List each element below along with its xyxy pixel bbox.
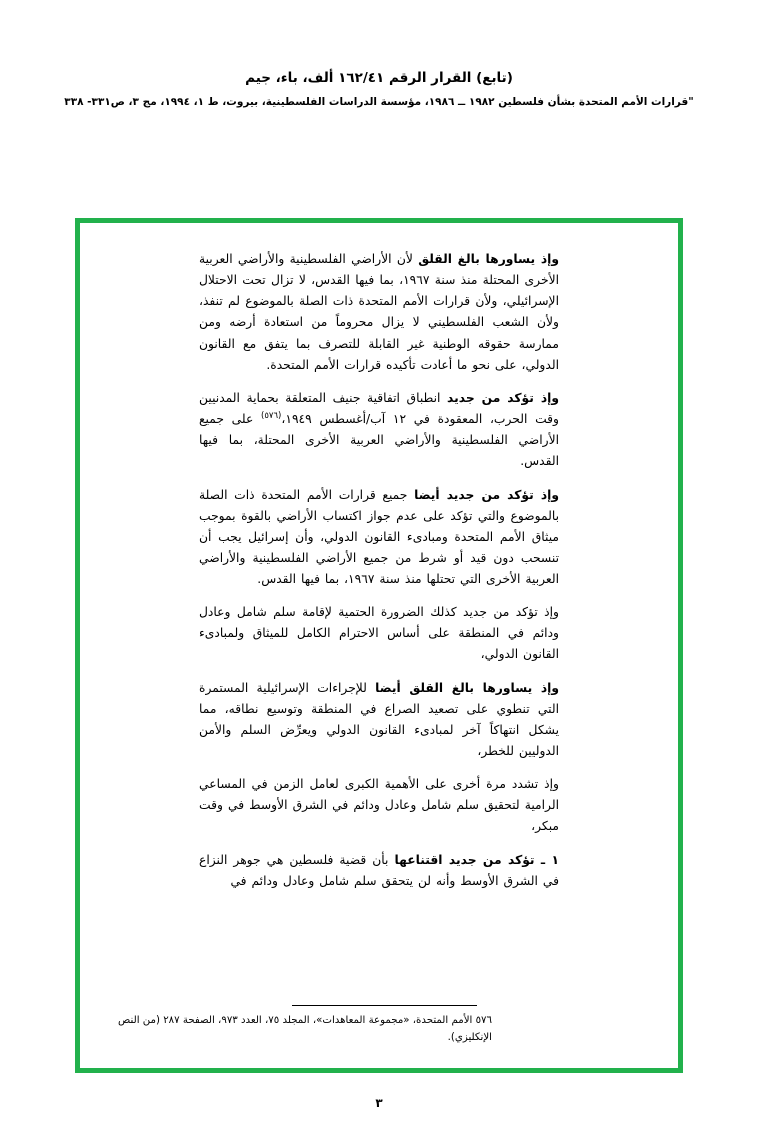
paragraph-7 xyxy=(199,850,559,892)
footnote-marker-576: (٥٧٦) xyxy=(261,410,282,421)
document-page xyxy=(0,70,758,1148)
paragraph-2-lead: وإذ تؤكد من جديد xyxy=(447,390,559,405)
paragraph-5 xyxy=(199,678,559,763)
paragraph-4-lead: وإذ تؤكد من جديد كذلك xyxy=(430,605,559,620)
footnote-576 xyxy=(92,1013,492,1046)
paragraph-6-text: على الأهمية الكبرى لعامل الزمن في المساعي الرامية لتحقيق سلم شامل وعادل ودائم في الشرق الأوسط في وقت مبكر، xyxy=(199,777,559,834)
footnote-text: الأمم المتحدة، «مجموعة المعاهدات»، المجلد ٧٥، العدد ٩٧٣، الصفحة ٢٨٧ (من النص الإنكليزي). xyxy=(118,1015,492,1043)
paragraph-4 xyxy=(199,602,559,665)
page-number: ٣ xyxy=(375,1096,383,1110)
paragraph-7-text: بأن قضية فلسطين هي جوهر النزاع في الشرق الأوسط وأنه لن يتحقق سلم شامل وعادل ودائم في xyxy=(199,852,559,888)
paragraph-6-lead: وإذ تشدد مرة أخرى xyxy=(452,777,559,792)
paragraph-1-lead: وإذ يساورها بالغ القلق xyxy=(418,252,559,266)
document-header xyxy=(0,70,758,110)
paragraph-1 xyxy=(199,249,559,376)
paragraph-6 xyxy=(199,774,559,837)
paragraph-3-lead: وإذ تؤكد من جديد أيضا xyxy=(414,487,559,502)
footnote-area xyxy=(106,1005,652,1046)
paragraph-1-text: لأن الأراضي الفلسطينية والأراضي العربية الأخرى المحتلة منذ سنة ١٩٦٧، بما فيها القدس، لا تزال تحت الاحتلال الإسرائيلي، ولأن قرارات الأمم المتحدة ذات الصلة بالموضوع لم تنفذ، ولأن الشعب الفلسطيني لا يزال محروماً من استعادة أرضه ومن ممارسة حقوقه الوطنية غير القابلة للتصرف بما يتفق مع القانون الدولي، على نحو ما أعادت تأكيده قرارات الأمم المتحدة. xyxy=(199,252,559,372)
paragraph-2-text: انطباق اتفاقية جنيف المتعلقة بحماية المدنيين وقت الحرب، المعقودة في ١٢ آب/أغسطس ١٩٤٩، xyxy=(199,390,559,427)
footnote-number: ٥٧٦ xyxy=(475,1015,492,1027)
document-source-line: "قرارات الأمم المتحدة بشأن فلسطين ١٩٨٢ ــ ١٩٨٦، مؤسسة الدراسات الفلسطينية، بيروت، ط ١، ١٩٩٤، مج ٣، ص٣٣١- ٣٣٨ xyxy=(64,96,694,108)
footnote-divider xyxy=(292,1005,477,1006)
paragraph-7-lead: ١ ـ تؤكد من جديد اقتناعها xyxy=(394,852,559,867)
paragraph-5-lead: وإذ يساورها بالغ القلق أيضا xyxy=(375,680,560,695)
green-border-frame xyxy=(75,218,683,1073)
document-body xyxy=(199,249,559,892)
paragraph-3-text: جميع قرارات الأمم المتحدة ذات الصلة بالموضوع والتي تؤكد على عدم جواز اكتساب الأراضي بالقوة بموجب ميثاق الأمم المتحدة ومبادىء القانون الدولي، وأن إسرائيل يجب أن تنسحب دون قيد أو شرط من جميع الأراضي الفلسطينية والأراضي العربية الأخرى التي تحتلها منذ سنة ١٩٦٧، بما فيها القدس. xyxy=(199,487,559,587)
paragraph-2-text-continued: على جميع الأراضي الفلسطينية والأراضي العربية الأخرى المحتلة، بما فيها القدس. xyxy=(199,412,559,469)
frame-content xyxy=(80,223,678,1068)
paragraph-3 xyxy=(199,485,559,591)
paragraph-2 xyxy=(199,388,559,473)
paragraph-4-text: الضرورة الحتمية لإقامة سلم شامل وعادل ودائم في المنطقة على أساس الاحترام الكامل للميثاق ولمبادىء القانون الدولي، xyxy=(199,605,559,662)
paragraph-5-text: للإجراءات الإسرائيلية المستمرة التي تنطوي على تصعيد الصراع في المنطقة وتوسيع نطاقه، مما يشكل انتهاكاً آخر لمبادىء القانون الدولي ويعرِّض السلم والأمن الدوليين للخطر، xyxy=(199,680,559,759)
document-title: (تابع) القرار الرقم ١٦٢/٤١ ألف، باء، جيم xyxy=(245,70,513,86)
